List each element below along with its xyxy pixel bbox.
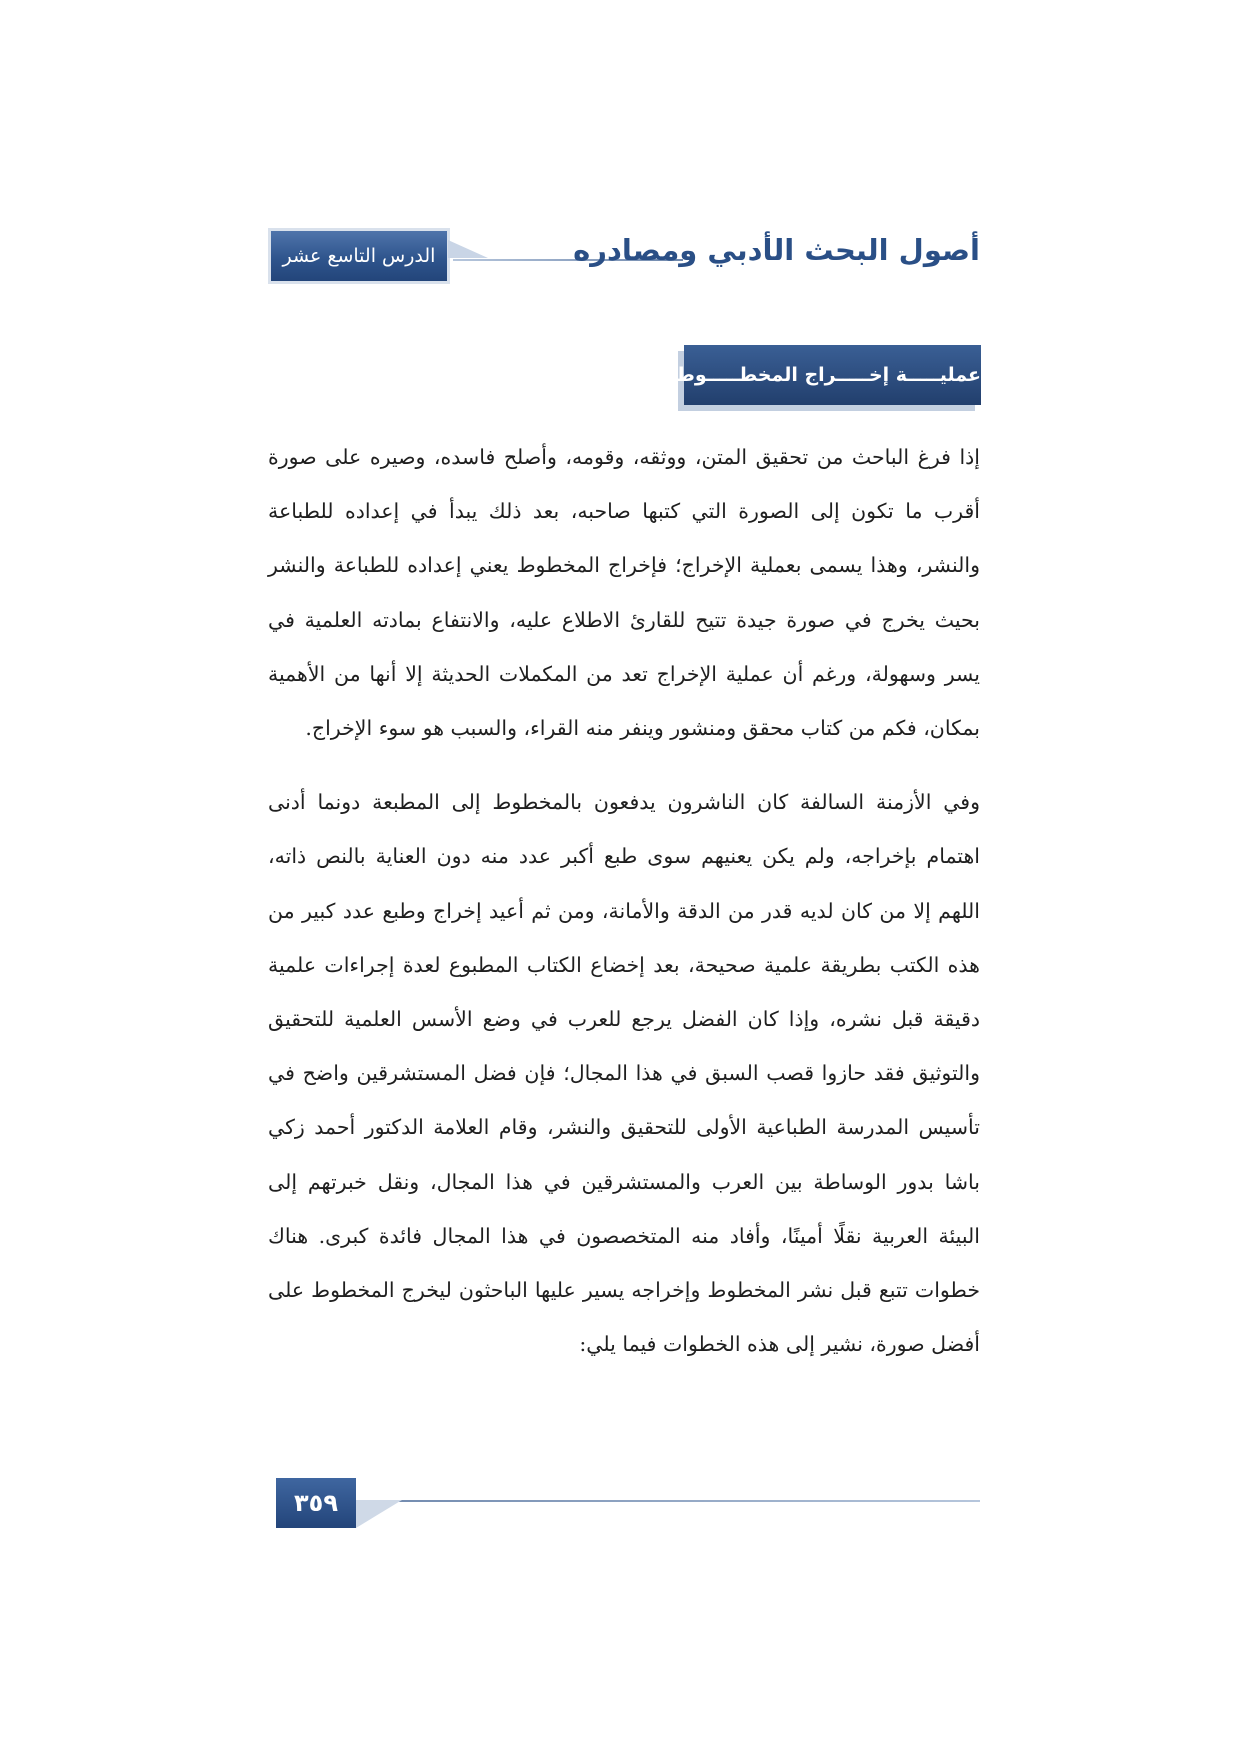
section-heading-box: [675, 345, 981, 405]
footer-wedge-decoration: [356, 1500, 402, 1528]
lesson-badge: الدرس التاسع عشر: [268, 228, 450, 284]
page-footer: [276, 1478, 980, 1530]
page-number: ٣٥٩: [276, 1478, 356, 1528]
section-title: عمليـــــة إخـــــراج المخطـــــوط: [675, 364, 981, 386]
footer-rule: [356, 1500, 980, 1502]
header-wedge-decoration: [448, 240, 488, 258]
book-title: أصول البحث الأدبي ومصادره: [573, 233, 980, 267]
paragraph: وفي الأزمنة السالفة كان الناشرون يدفعون بالمخطوط إلى المطبعة دونما أدنى اهتمام بإخراجه، ولم يكن يعنيهم سوى طبع أكبر عدد منه دون العناية بالنص ذاته، اللهم إلا من كان لديه قدر من الدقة والأمانة، ومن ثم أعيد إخراج وطبع عدد كبير من هذه الكتب بطريقة علمية صحيحة، بعد إخضاع الكتاب المطبوع لعدة إجراءات علمية دقيقة قبل نشره، وإذا كان الفضل يرجع للعرب في وضع الأسس العلمية للتحقيق والتوثيق فقد حازوا قصب السبق في هذا المجال؛ فإن فضل المستشرقين واضح في تأسيس المدرسة الطباعية الأولى للتحقيق والنشر، وقام العلامة الدكتور أحمد زكي باشا بدور الوساطة بين العرب والمستشرقين في هذا المجال، ونقل خبرتهم إلى البيئة العربية نقلًا أمينًا، وأفاد منه المتخصصون في هذا المجال فائدة كبرى. هناك خطوات تتبع قبل نشر المخطوط وإخراجه يسير عليها الباحثون ليخرج المخطوط على أفضل صورة، نشير إلى هذه الخطوات فيما يلي:: [268, 790, 980, 1357]
body-text: [268, 430, 980, 1371]
paragraph: إذا فرغ الباحث من تحقيق المتن، ووثقه، وقومه، وأصلح فاسده، وصيره على صورة أقرب ما تكون إلى الصورة التي كتبها صاحبه، بعد ذلك يبدأ في إعداده للطباعة والنشر، وهذا يسمى بعملية الإخراج؛ فإخراج المخطوط يعني إعداده للطباعة والنشر بحيث يخرج في صورة جيدة تتيح للقارئ الاطلاع عليه، والانتفاع بمادته العلمية في يسر وسهولة، ورغم أن عملية الإخراج تعد من المكملات الحديثة إلا أنها من الأهمية بمكان، فكم من كتاب محقق ومنشور وينفر منه القراء، والسبب هو سوء الإخراج.: [268, 445, 980, 741]
page-header: [268, 228, 980, 286]
